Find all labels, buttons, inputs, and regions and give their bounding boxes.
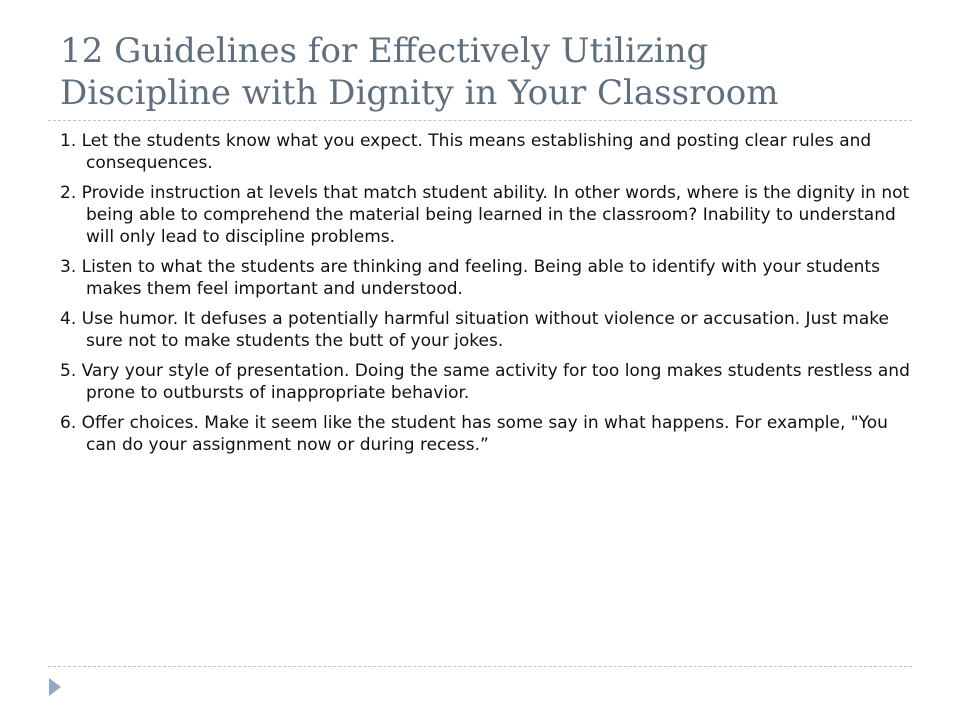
slide-title-line-1: 12 Guidelines for Effectively Utilizing: [60, 31, 709, 71]
guideline-item-1: 1. Let the students know what you expect. This means establishing and posting clear rules and consequences.: [60, 131, 872, 173]
guideline-item-3: 3. Listen to what the students are thinking and feeling. Being able to identify with your students makes them feel important and understood.: [60, 257, 880, 299]
triangle-right-icon: [49, 678, 61, 696]
guideline-item-6: 6. Offer choices. Make it seem like the student has some say in what happens. For example, "You can do your assignment now or during recess.”: [60, 413, 888, 455]
slide-title: [60, 30, 920, 114]
title-divider: [48, 120, 912, 121]
guideline-item-2: 2. Provide instruction at levels that match student ability. In other words, where is the dignity in not being able to comprehend the material being learned in the classroom? Inability to understand will only lead to discipline problems.: [60, 183, 910, 247]
guideline-item-4: 4. Use humor. It defuses a potentially harmful situation without violence or accusation. Just make sure not to make students the butt of your jokes.: [60, 309, 889, 351]
footer-divider: [48, 666, 912, 667]
slide-title-line-2: Discipline with Dignity in Your Classroom: [60, 73, 779, 113]
guidelines-list: [60, 130, 916, 464]
guideline-item-5: 5. Vary your style of presentation. Doing the same activity for too long makes students restless and prone to outbursts of inappropriate behavior.: [60, 361, 910, 403]
